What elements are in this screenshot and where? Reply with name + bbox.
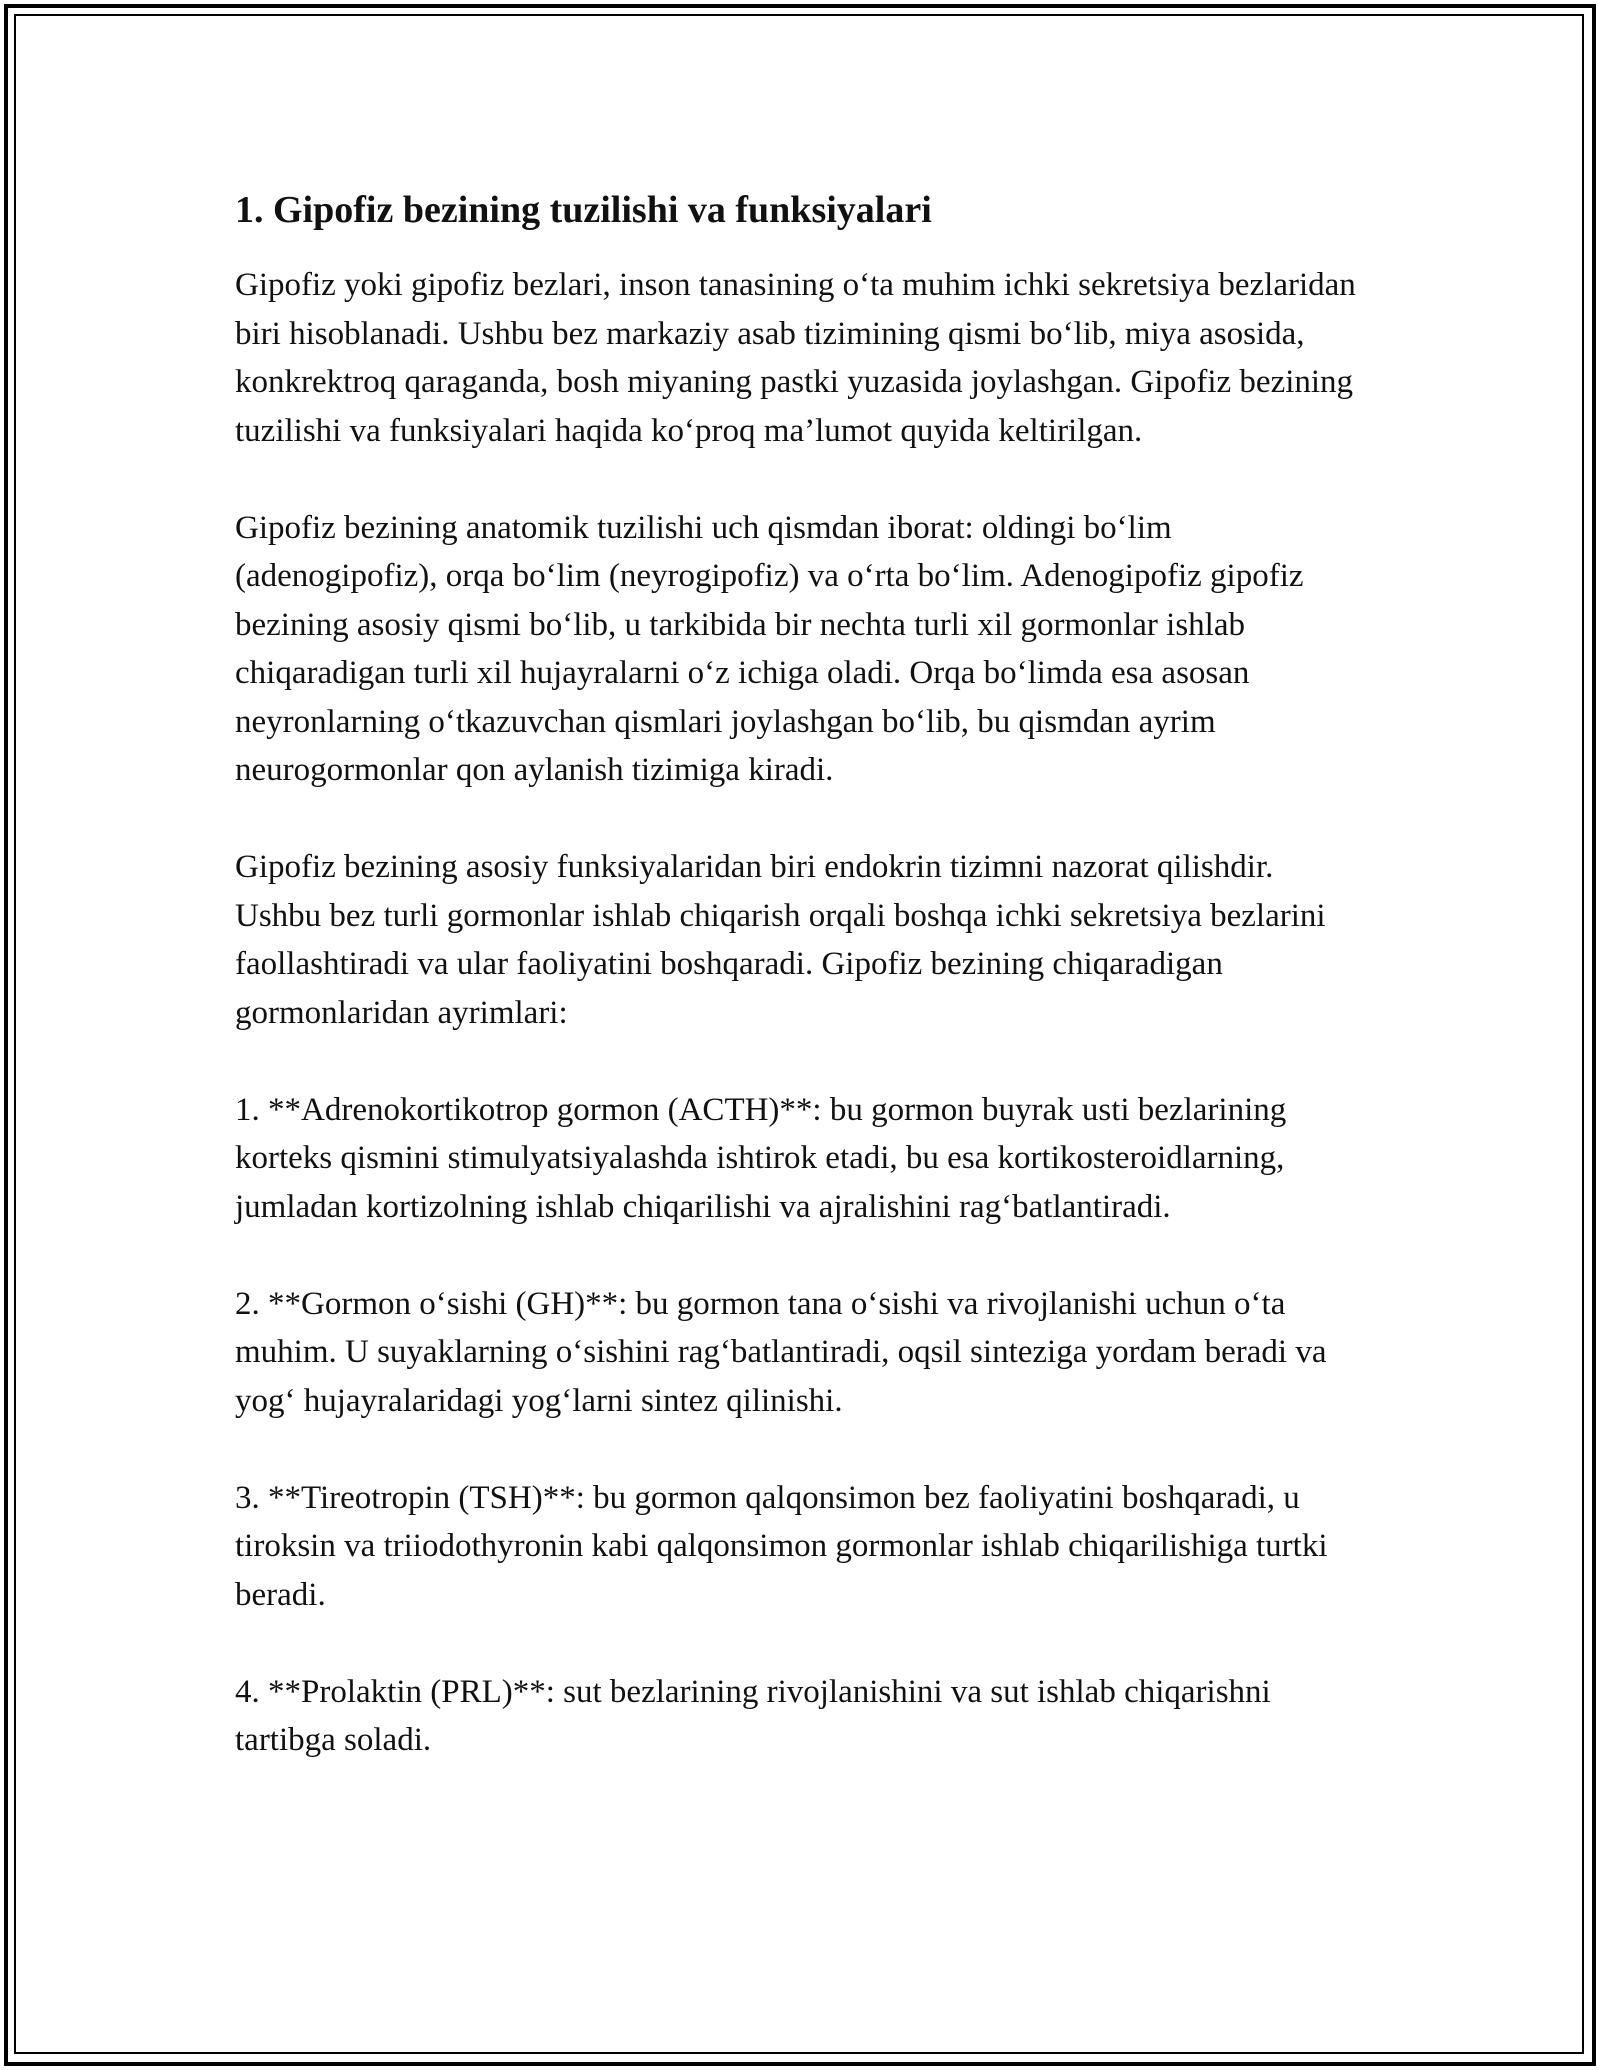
paragraph-functions: Gipofiz bezining asosiy funksiyalaridan biri endokrin tizimni nazorat qilishdir. Ushbu bez turli gormonlar ishlab chiqarish orqali boshqa ichki sekretsiya bezlarini faollashtiradi va ular faoliyatini boshqaradi. Gipofiz bezining chiqaradigan gormonlaridan ayrimlari: xyxy=(235,849,1326,1031)
paragraph-intro: Gipofiz yoki gipofiz bezlari, inson tanasining o‘ta muhim ichki sekretsiya bezlaridan biri hisoblanadi. Ushbu bez markaziy asab tizimining qismi bo‘lib, miya asosida, konkrektroq qaraganda, bosh miyaning pastki yuzasida joylashgan. Gipofiz bezining tuzilishi va funksiyalari haqida ko‘proq ma’lumot quyida keltirilgan. xyxy=(235,267,1356,449)
section-heading: 1. Gipofiz bezining tuzilishi va funksiyalari xyxy=(235,189,932,231)
list-item-acth: 1. **Adrenokortikotrop gormon (ACTH)**: bu gormon buyrak usti bezlarining korteks qismini stimulyatsiyalashda ishtirok etadi, bu esa kortikosteroidlarning, jumladan kortizolning ishlab chiqarilishi va ajralishini rag‘batlantiradi. xyxy=(235,1091,1287,1225)
paragraph-anatomy: Gipofiz bezining anatomik tuzilishi uch qismdan iborat: oldingi bo‘lim (adenogipofiz), orqa bo‘lim (neyrogipofiz) va o‘rta bo‘lim. Adenogipofiz gipofiz bezining asosiy qismi bo‘lib, u tarkibida bir nechta turli xil gormonlar ishlab chiqaradigan turli xil hujayralarni o‘z ichiga oladi. Orqa bo‘limda esa asosan neyronlarning o‘tkazuvchan qismlari joylashgan bo‘lib, bu qismdan ayrim neurogormonlar qon aylanish tizimiga kiradi. xyxy=(235,509,1304,788)
list-item-prl: 4. **Prolaktin (PRL)**: sut bezlarining rivojlanishini va sut ishlab chiqarishni tartibga soladi. xyxy=(235,1673,1271,1758)
list-item-gh: 2. **Gormon o‘sishi (GH)**: bu gormon tana o‘sishi va rivojlanishi uchun o‘ta muhim. U suyaklarning o‘sishini rag‘batlantiradi, oqsil sinteziga yordam beradi va yog‘ hujayralaridagi yog‘larni sintez qilinishi. xyxy=(235,1285,1327,1419)
document-body xyxy=(235,185,1365,1765)
list-item-tsh: 3. **Tireotropin (TSH)**: bu gormon qalqonsimon bez faoliyatini boshqaradi, u tiroksin va triiodothyronin kabi qalqonsimon gormonlar ishlab chiqarilishiga turtki beradi. xyxy=(235,1479,1328,1613)
